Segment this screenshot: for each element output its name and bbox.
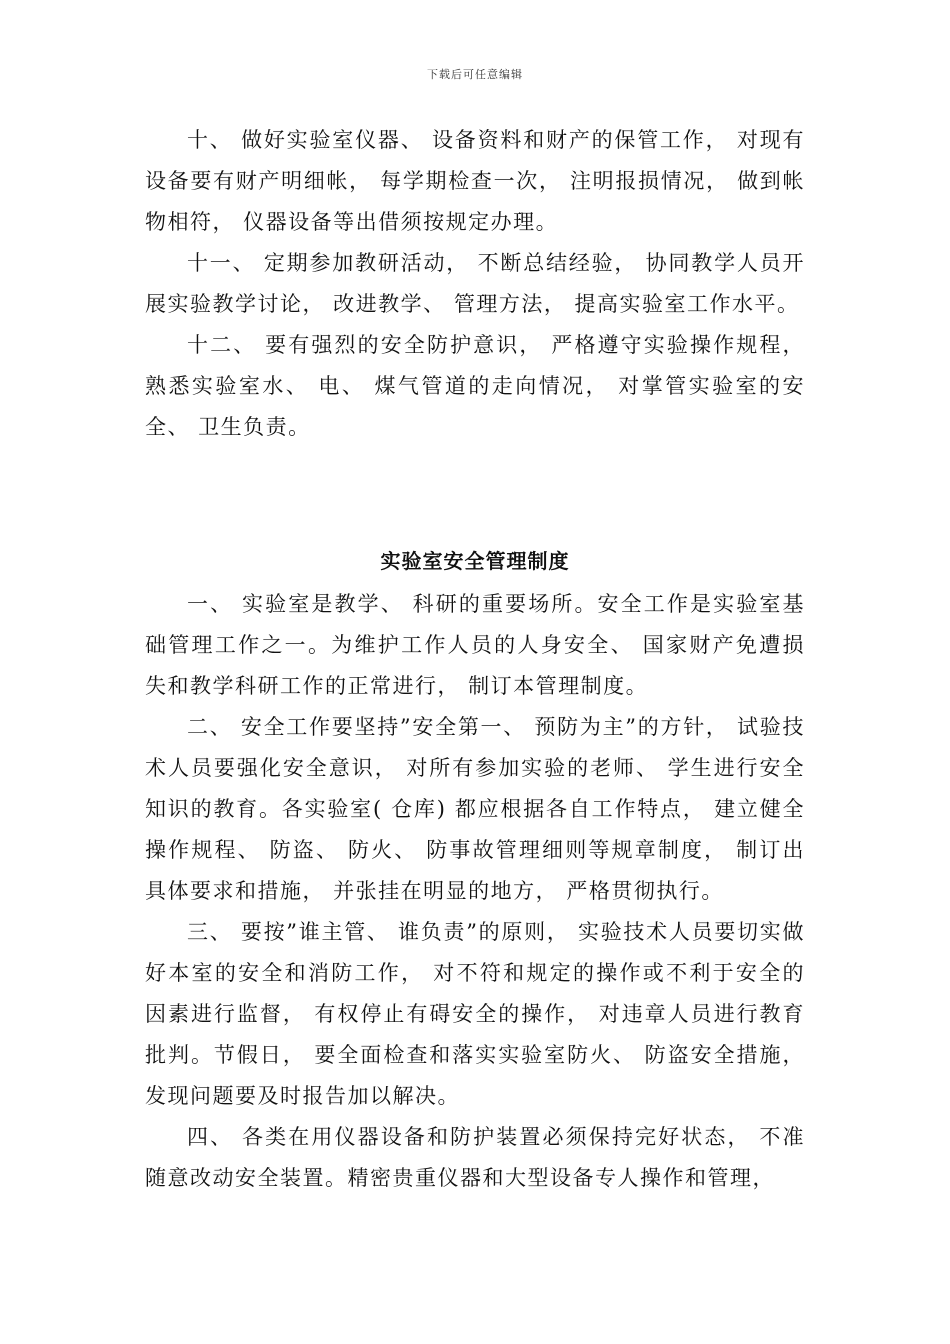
section-title: 实验室安全管理制度	[380, 549, 570, 573]
header-note: 下载后可任意编辑	[427, 68, 523, 81]
paragraph-rule-1: 一、 实验室是教学、 科研的重要场所。安全工作是实验室基础管理工作之一。为维护工作人员的人身安全、 国家财产免遭损失和教学科研工作的正常进行， 制订本管理制度。	[145, 592, 805, 698]
section-duties-continued	[145, 120, 805, 448]
section-safety-rules	[145, 584, 805, 1199]
paragraph-rule-2: 二、 安全工作要坚持”安全第一、 预防为主”的方针， 试验技术人员要强化安全意识， 对所有参加实验的老师、 学生进行安全知识的教育。各实验室( 仓库) 都应根据各自工作特点， 建立健全操作规程、 防盗、 防火、 防事故管理细则等规章制度， 制订出具体要求和措施， 并张挂在明显的地方， 严格贯彻执行。	[145, 715, 805, 903]
paragraph-rule-4: 四、 各类在用仪器设备和防护装置必须保持完好状态， 不准随意改动安全装置。精密贵重仪器和大型设备专人操作和管理，	[145, 1125, 805, 1190]
paragraph-item-12: 十二、 要有强烈的安全防护意识， 严格遵守实验操作规程， 熟悉实验室水、 电、 煤气管道的走向情况， 对掌管实验室的安全、 卫生负责。	[145, 333, 805, 439]
paragraph-rule-3: 三、 要按”谁主管、 谁负责”的原则， 实验技术人员要切实做好本室的安全和消防工作， 对不符和规定的操作或不利于安全的因素进行监督， 有权停止有碍安全的操作， 对违章人员进行教育批判。节假日， 要全面检查和落实实验室防火、 防盗安全措施， 发现问题要及时报告加以解决。	[145, 920, 805, 1108]
paragraph-item-11: 十一、 定期参加教研活动， 不断总结经验， 协同教学人员开展实验教学讨论， 改进教学、 管理方法， 提高实验室工作水平。	[145, 251, 805, 316]
paragraph-item-10: 十、 做好实验室仪器、 设备资料和财产的保管工作， 对现有设备要有财产明细帐， 每学期检查一次， 注明报损情况， 做到帐物相符， 仪器设备等出借须按规定办理。	[145, 128, 805, 234]
